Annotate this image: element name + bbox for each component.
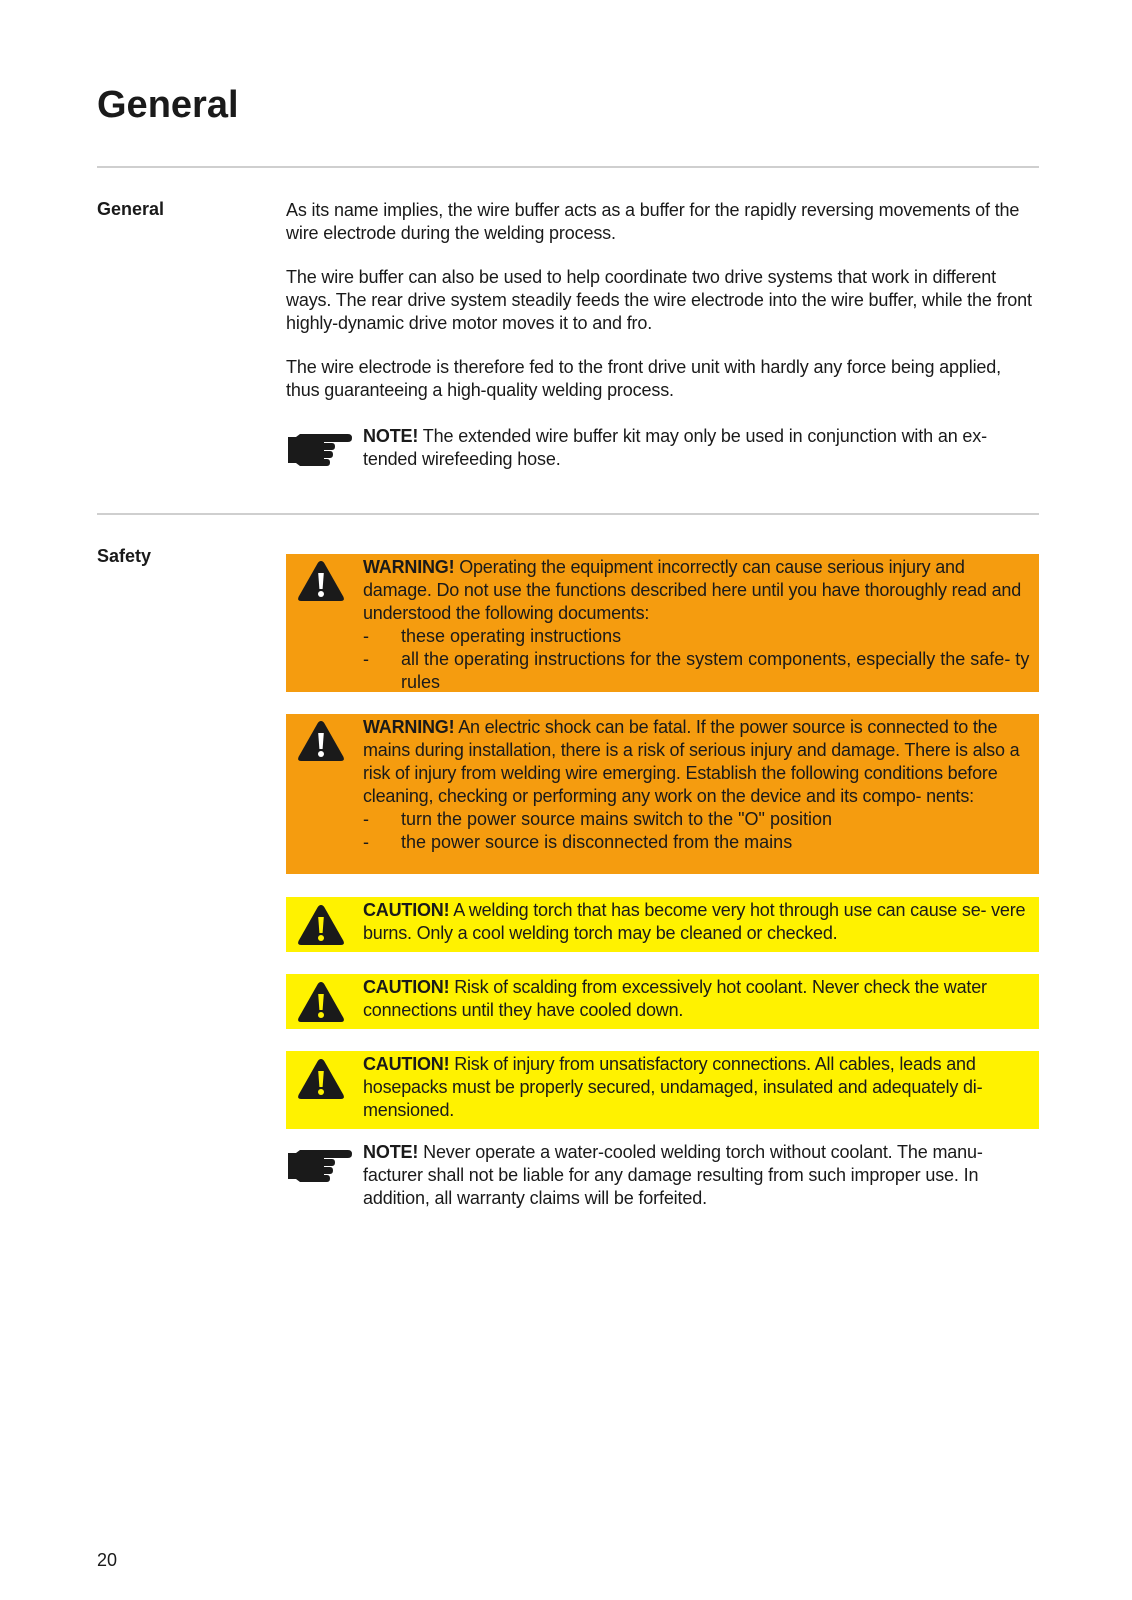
general-body <box>286 199 1039 402</box>
note-body: Never operate a water-cooled welding torch without coolant. The manu- facturer shall not be liable for any damage resulting from such improper use. In addition, all warranty claims will be forfeited. <box>363 1142 983 1208</box>
page-title: General <box>97 84 239 126</box>
note-safety-text <box>363 1141 1039 1210</box>
list-item <box>363 625 1035 648</box>
warning-body: Operating the equipment incorrectly can cause serious injury and damage. Do not use the functions described here until you have thoroughly read and understood the following documents: <box>363 557 1022 623</box>
caution-body: Risk of scalding from excessively hot coolant. Never check the water connections until they have cooled down. <box>363 977 987 1020</box>
warning-triangle-icon <box>297 560 345 602</box>
caution-3-text <box>363 1053 1035 1122</box>
caution-label: CAUTION! <box>363 900 450 920</box>
general-paragraph-2: The wire buffer can also be used to help coordinate two drive systems that work in different ways. The rear drive system steadily feeds the wire electrode into the wire buffer, while the front highly-dynamic drive motor moves it to and fro. <box>286 267 1032 333</box>
list-dash: - <box>363 626 369 646</box>
caution-body: A welding torch that has become very hot through use can cause se- vere burns. Only a cool welding torch may be cleaned or checked. <box>363 900 1026 943</box>
general-paragraph-1: As its name implies, the wire buffer acts as a buffer for the rapidly reversing movements of the wire electrode during the welding process. <box>286 200 1020 243</box>
page-number: 20 <box>97 1550 118 1570</box>
general-paragraph-3: The wire electrode is therefore fed to the front drive unit with hardly any force being applied, thus guaranteeing a high-quality welding process. <box>286 357 1002 400</box>
warning-triangle-icon <box>297 981 345 1023</box>
note-body: The extended wire buffer kit may only be used in conjunction with an ex- tended wirefeeding hose. <box>363 426 987 469</box>
caution-body: Risk of injury from unsatisfactory connections. All cables, leads and hosepacks must be properly secured, undamaged, insulated and adequately di- mensioned. <box>363 1054 983 1120</box>
warning-triangle-icon <box>297 904 345 946</box>
section-divider <box>97 166 1039 168</box>
section-divider <box>97 513 1039 515</box>
warning-2-list <box>363 808 1035 854</box>
list-item <box>363 648 1035 694</box>
pointing-hand-icon <box>286 431 352 469</box>
note-label: NOTE! <box>363 1142 419 1162</box>
list-item-text: turn the power source mains switch to the "O" position <box>401 809 832 829</box>
list-dash: - <box>363 809 369 829</box>
caution-box-2 <box>286 974 1039 1029</box>
warning-box-2 <box>286 714 1039 874</box>
warning-1-list <box>363 625 1035 694</box>
list-item <box>363 831 1035 854</box>
list-dash: - <box>363 832 369 852</box>
section-heading-general: General <box>97 199 165 219</box>
pointing-hand-icon <box>286 1147 352 1185</box>
warning-label: WARNING! <box>363 717 455 737</box>
list-item-text: these operating instructions <box>401 626 622 646</box>
warning-label: WARNING! <box>363 557 455 577</box>
warning-2-text <box>363 716 1035 808</box>
warning-body: An electric shock can be fatal. If the power source is connected to the mains during installation, there is a risk of serious injury and damage. There is also a risk of injury from welding wire emerging. Establish the following conditions before cleaning, checking or performing any work on the device and its compo- nents: <box>363 717 1020 806</box>
warning-box-1 <box>286 554 1039 692</box>
caution-label: CAUTION! <box>363 1054 450 1074</box>
warning-triangle-icon <box>297 1058 345 1100</box>
caution-box-3 <box>286 1051 1039 1129</box>
note-safety <box>286 1141 1039 1210</box>
note-general <box>286 425 1039 471</box>
warning-triangle-icon <box>297 720 345 762</box>
caution-box-1 <box>286 897 1039 952</box>
warning-1-text <box>363 556 1035 625</box>
note-general-text <box>363 425 1039 471</box>
section-heading-safety: Safety <box>97 546 152 566</box>
note-label: NOTE! <box>363 426 419 446</box>
caution-1-text <box>363 899 1035 945</box>
list-item-text: the power source is disconnected from the mains <box>401 832 793 852</box>
list-dash: - <box>363 649 369 669</box>
list-item-text: all the operating instructions for the system components, especially the safe- ty rules <box>401 649 1030 692</box>
caution-label: CAUTION! <box>363 977 450 997</box>
caution-2-text <box>363 976 1035 1022</box>
list-item <box>363 808 1035 831</box>
